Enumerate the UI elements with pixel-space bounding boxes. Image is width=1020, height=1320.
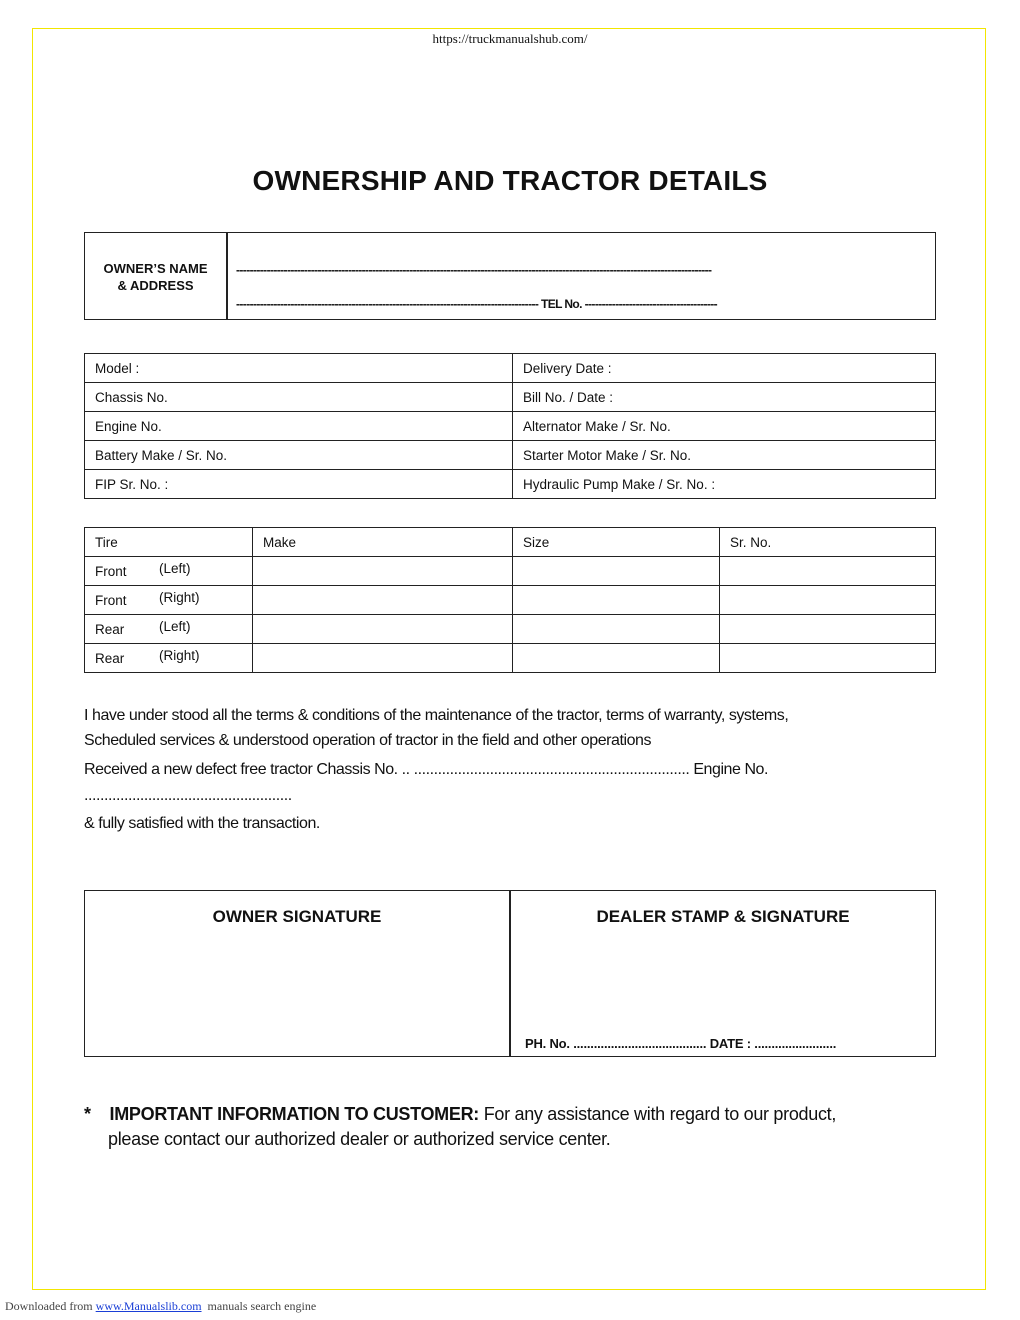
table-row [85,412,936,441]
owner-name-label [85,260,226,294]
tire-size-cell[interactable] [513,615,720,644]
declaration-line-2: Scheduled services & understood operation of tractor in the field and other operations [84,732,652,749]
table-row [85,615,936,644]
tire-header: Tire [85,528,253,557]
important-info [84,1102,944,1152]
important-text-1: For any assistance with regard to our product, [483,1104,837,1124]
engine-no-cell[interactable]: Engine No. [85,412,513,441]
delivery-date-cell[interactable]: Delivery Date : [513,354,936,383]
table-row [85,586,936,615]
phone-date-line[interactable]: PH. No. ....................................... DATE : ........................ [525,1036,837,1051]
declaration-line-1: I have under stood all the terms & conditions of the maintenance of the tractor, terms of warranty, systems, [84,707,789,724]
tire-sr-no-cell[interactable] [720,615,936,644]
tire-position-cell [85,586,253,615]
table-row [85,644,936,673]
table-row [85,470,936,499]
model-cell[interactable]: Model : [85,354,513,383]
footer-prefix: Downloaded from [5,1299,93,1313]
tire-position: Rear [95,650,125,666]
tire-side: (Right) [159,647,200,663]
owner-name-field[interactable]: -------------------------------------------------------------------------------------------------------------------------------------------- [236,263,712,277]
tire-size-cell[interactable] [513,586,720,615]
tire-position-cell [85,615,253,644]
footer [5,1299,316,1314]
owner-signature-label: OWNER SIGNATURE [212,907,382,926]
battery-cell[interactable]: Battery Make / Sr. No. [85,441,513,470]
tire-position: Front [95,592,127,608]
chassis-no-cell[interactable]: Chassis No. [85,383,513,412]
table-row [85,383,936,412]
starter-motor-cell[interactable]: Starter Motor Make / Sr. No. [513,441,936,470]
tire-make-cell[interactable] [253,557,513,586]
tire-position-cell [85,557,253,586]
important-text-2: please contact our authorized dealer or authorized service center. [108,1129,611,1149]
important-line-1 [84,1102,944,1127]
table-row [85,557,936,586]
size-header: Size [513,528,720,557]
tire-side: (Left) [159,618,191,634]
sr-no-header: Sr. No. [720,528,936,557]
declaration-line-4: .................................................... [84,787,292,804]
tire-side: (Left) [159,560,191,576]
tire-size-cell[interactable] [513,557,720,586]
owner-box-divider [226,232,228,320]
fip-sr-no-cell[interactable]: FIP Sr. No. : [85,470,513,499]
tire-sr-no-cell[interactable] [720,644,936,673]
tire-make-cell[interactable] [253,615,513,644]
tire-size-cell[interactable] [513,644,720,673]
owner-label-line1: OWNER’S NAME [103,261,208,276]
tire-position-cell [85,644,253,673]
owner-address-tel-field[interactable]: ----------------------------------------------------------------------------------------- TEL No. --------------------------------------- [236,297,718,311]
tire-table [84,527,936,673]
manualslib-link[interactable]: www.Manualslib.com [95,1299,202,1313]
important-label: IMPORTANT INFORMATION TO CUSTOMER: [109,1104,479,1124]
table-row [85,441,936,470]
owner-label-line2: & ADDRESS [117,278,194,293]
tire-sr-no-cell[interactable] [720,586,936,615]
bill-no-date-cell[interactable]: Bill No. / Date : [513,383,936,412]
make-header: Make [253,528,513,557]
table-row [85,354,936,383]
dealer-stamp-label: DEALER STAMP & SIGNATURE [596,907,850,926]
page-title: OWNERSHIP AND TRACTOR DETAILS [252,165,768,196]
tire-header-row [85,528,936,557]
tire-position: Front [95,563,127,579]
tire-make-cell[interactable] [253,586,513,615]
tire-position: Rear [95,621,125,637]
hydraulic-pump-cell[interactable]: Hydraulic Pump Make / Sr. No. : [513,470,936,499]
source-url[interactable]: https://truckmanualshub.com/ [432,31,588,46]
tractor-details-table [84,353,936,499]
tire-side: (Right) [159,589,200,605]
footer-suffix: manuals search engine [207,1299,317,1313]
declaration-line-5: & fully satisfied with the transaction. [84,815,320,832]
tire-make-cell[interactable] [253,644,513,673]
alternator-cell[interactable]: Alternator Make / Sr. No. [513,412,936,441]
tire-sr-no-cell[interactable] [720,557,936,586]
important-star: * [84,1104,91,1124]
declaration-line-3: Received a new defect free tractor Chassis No. .. ..................................................................... Engine No. [84,761,768,778]
